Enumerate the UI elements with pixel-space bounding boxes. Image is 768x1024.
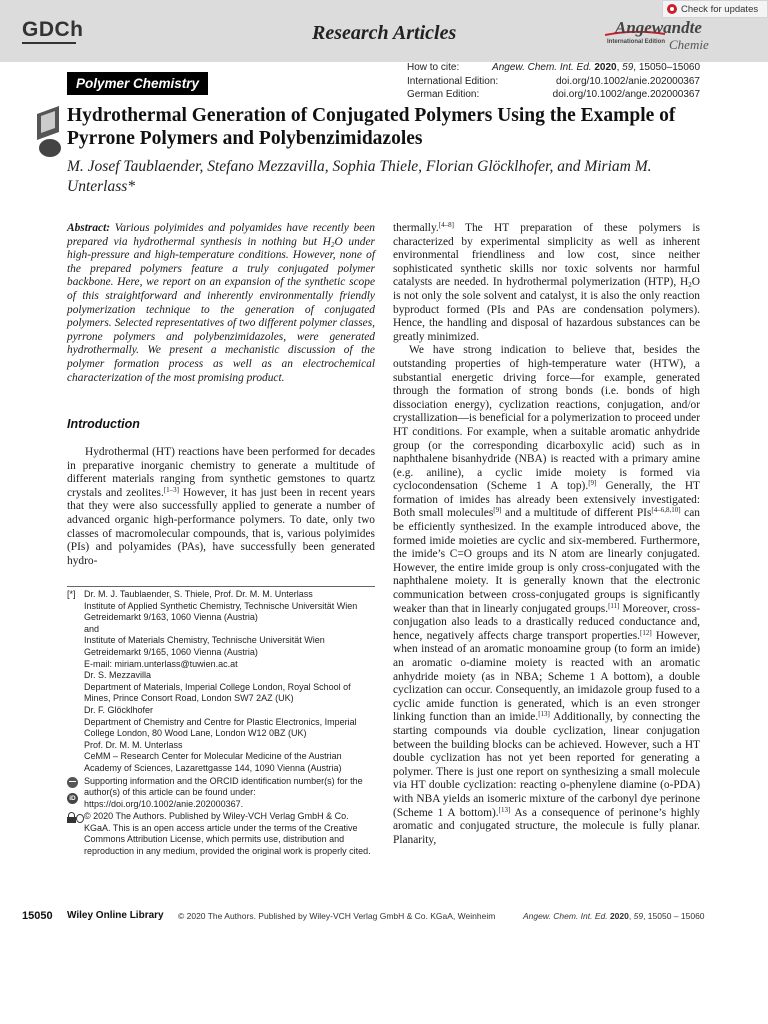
abstract: Abstract: Various polyimides and polyamides have recently been prepared via hydrothermal synthesis in nothing but $H_2O$ under high-pressure and high-temperature conditions. However, none of the prepared polymers feature a truly conjugated polymer backbone. Here, we report on an expansion of the synthetic scope of this straightforward and inherently environmentally friendly polymerization technique to the generation of conjugated polymers. Selected representatives of two different polymer classes, pyrrone polymers and polybenzimidazoles, were generated hydrothermally. We present a mechanistic discussion of the polymer formation process as well as an electrochemical characterization of the most promising product.	[67, 222, 375, 384]
toc-graphic-icon	[33, 102, 63, 162]
supporting-info-note[interactable]: Supporting information and the ORCID identification number(s) for the author(s) of this article can be found under: https://doi.org/10.1002/anie.202000367.	[84, 775, 363, 809]
angewandte-logo: Angewandte International Edition Chemie	[607, 18, 709, 52]
reference-link[interactable]: [4–6,8,10]	[651, 506, 681, 515]
copyright-notice: © 2020 The Authors. Published by Wiley-VCH Verlag GmbH & Co. KGaA, Weinheim	[178, 911, 496, 921]
german-doi-link[interactable]: doi.org/10.1002/ange.202000367	[552, 89, 700, 100]
footnote-divider	[67, 586, 375, 587]
open-access-note: © 2020 The Authors. Published by Wiley-VCH Verlag GmbH & Co. KGaA. This is an open access article under the terms of the Creative Commons Attribution License, which permits use, distribution and reproduction in any medium, provided the original work is properly cited.	[84, 811, 371, 857]
reference-link[interactable]: [9]	[493, 506, 502, 515]
body-right-column: thermally.[4–8] The HT preparation of these polymers is characterized by experimental simplicity as well as inherent environmental friendliness and low cost, since neither sophisticated synthetic skills nor toxic solvents nor harmful catalysts are needed. In hydrothermal polymerization (HTP), $H_2O$ is not only the sole solvent and catalyst, it is also the only reaction byproduct formed (PIs and PAs are condensation polymers). Hence, the handling and disposal of hazardous substances can be greatly minimized. We have strong indication to believe that, besides the outstanding properties of high-temperature water (HTW), a substantial energetic driving force—for example, generated through the formation of strong bonds (i.e. bonds of high dissociation energy), cyclization reactions, conjugation, and/or crystallization—is beneficial for a polymerization to proceed under HT conditions. For example, when a suitable aromatic anhydride group (or the corresponding dicarboxylic acid) such as in naphthalene bisanhydride (NBA) is reacted with a primary amine (e.g. aniline), a cyclic imide moiety is formed via cyclocondensation (Scheme 1 A top).[9] Generally, the HT formation of imides has already been extensively investigated: Both small molecules[9] and a multitude of different PIs[4–6,8,10] can be efficiently synthesized. In the example introduced above, the formed imide moieties are cyclic and six-membered. Furthermore, the imide’s C=O groups and its N atom are linearly conjugated. However, the entire imide group is only cross-conjugated with the naphthalene moiety. It is generally known that the electronic communication between cross-conjugated groups is significantly weaker than that in linearly conjugated groups.[11] Moreover, cross-conjugation also leads to a drastically reduced conductance and, hence, negatively affects charge transport properties.[12] However, when instead of an aromatic monoamine group (to form an imide) an aromatic o-diamine moiety is reacted with an aromatic anhydride moiety (as in NBA; Scheme 1 A bottom), a double cyclization can occur. Consequently, an imidazole group fused to a cyclic amide function is generated, which is an even stronger linking function than an imide.[13] Additionally, by connecting the starting compounds via double cyclization, linear conjugation between the building blocks can be achieved. However, such a HT double cyclization has not yet been reported for generating a polymer. There is just one report on synthesizing a small molecule via HT double cyclization: reacting o-phenylene diamine (o-PDA) with NBA yields an isomeric mixture of the carbonyl dye perinone (Scheme 1 A bottom).[13] As a consequence of perinone’s highly aromatic and conjugated structure, the molecule is fully planar. Planarity,	[393, 221, 700, 846]
reference-link[interactable]: [1–3]	[163, 485, 179, 494]
reference-link[interactable]: [12]	[639, 628, 652, 637]
category-badge: Polymer Chemistry	[67, 72, 208, 95]
reference-link[interactable]: [9]	[588, 479, 597, 488]
supporting-info-icon	[67, 777, 78, 788]
reference-link[interactable]: [11]	[608, 601, 620, 610]
author-email[interactable]: E-mail: miriam.unterlass@tuwien.ac.at	[84, 658, 238, 669]
section-title: Research Articles	[312, 22, 457, 44]
introduction-heading: Introduction	[67, 417, 140, 431]
how-to-cite-value: Angew. Chem. Int. Ed. 2020, 59, 15050–15060	[492, 62, 700, 73]
how-to-cite-label: How to cite:	[407, 62, 460, 73]
reference-link[interactable]: [13]	[498, 805, 511, 814]
journal-header	[0, 0, 768, 62]
open-access-icon	[67, 812, 74, 823]
orcid-icon: iD	[67, 793, 78, 804]
affiliation-footnotes: [*] Dr. M. J. Taublaender, S. Thiele, Prof. Dr. M. M. Unterlass Institute of Applied Synthetic Chemistry, Technische Universität Wien Getreidemarkt 9/163, 1060 Vienna (Austria) and Institute of Materials Chemistry, Technische Universität Wien Getreidemarkt 9/165, 1060 Vienna (Austria) E-mail: miriam.unterlass@tuwien.ac.at Dr. S. Mezzavilla Department of Materials, Imperial College London, Royal School of Mines, Prince Consort Road, London SW7 2AZ (UK) Dr. F. Glöcklhofer Department of Chemistry and Centre for Plastic Electronics, Imperial College London, 80 Wood Lane, London W12 0BZ (UK) Prof. Dr. M. M. Unterlass CeMM – Research Center for Molecular Medicine of the Austrian Academy of Sciences, Lazarettgasse 144, 1090 Vienna (Austria) iD Supporting information and the ORCID identification number(s) for the author(s) of this article can be found under: https://doi.org/10.1002/anie.202000367. © 2020 The Authors. Published by Wiley-VCH Verlag GmbH & Co. KGaA. This is an open access article under the terms of the Creative Commons Attribution License, which permits use, distribution and reproduction in any medium, provided the original work is properly cited.	[67, 589, 375, 858]
reference-link[interactable]: [4–8]	[438, 221, 454, 229]
reference-link[interactable]: [13]	[538, 710, 550, 719]
page-number: 15050	[22, 910, 53, 922]
crossmark-icon	[667, 4, 677, 14]
author-list: M. Josef Taublaender, Stefano Mezzavilla, Sophia Thiele, Florian Glöcklhofer, and Miriam M. Unterlass*	[67, 158, 652, 195]
creative-commons-icon	[76, 814, 84, 823]
check-for-updates-button[interactable]: Check for updates	[662, 0, 768, 18]
journal-reference: Angew. Chem. Int. Ed. 2020, 59, 15050 – 15060	[523, 911, 705, 921]
wiley-online-library-link[interactable]: Wiley Online Library	[67, 910, 164, 921]
page-footer	[0, 908, 768, 926]
intl-doi-link[interactable]: doi.org/10.1002/anie.202000367	[555, 75, 700, 87]
citation-block: How to cite: Angew. Chem. Int. Ed. 2020, 59, 15050–15060 International Edition: doi.org/10.1002/anie.202000367 German Edition: doi.org/10.1002/ange.202000367	[407, 62, 700, 100]
article-title: Hydrothermal Generation of Conjugated Polymers Using the Example of Pyrrone Polymers and Polybenzimidazoles	[67, 105, 676, 149]
introduction-paragraph: Hydrothermal (HT) reactions have been performed for decades in preparative inorganic chemistry to generate a multitude of different materials ranging from synthetic gemstones to quartz crystals and zeolites.[1–3] However, it has just been in recent years that they were also successfully applied to generate a number of advanced organic high-performance polymers. To date, only two classes of macromolecular compounds, that is, various polyimides (PIs) and polyamides (PAs), have successfully been generated hydro-	[67, 446, 376, 567]
gdch-logo: GDCh	[22, 18, 84, 42]
